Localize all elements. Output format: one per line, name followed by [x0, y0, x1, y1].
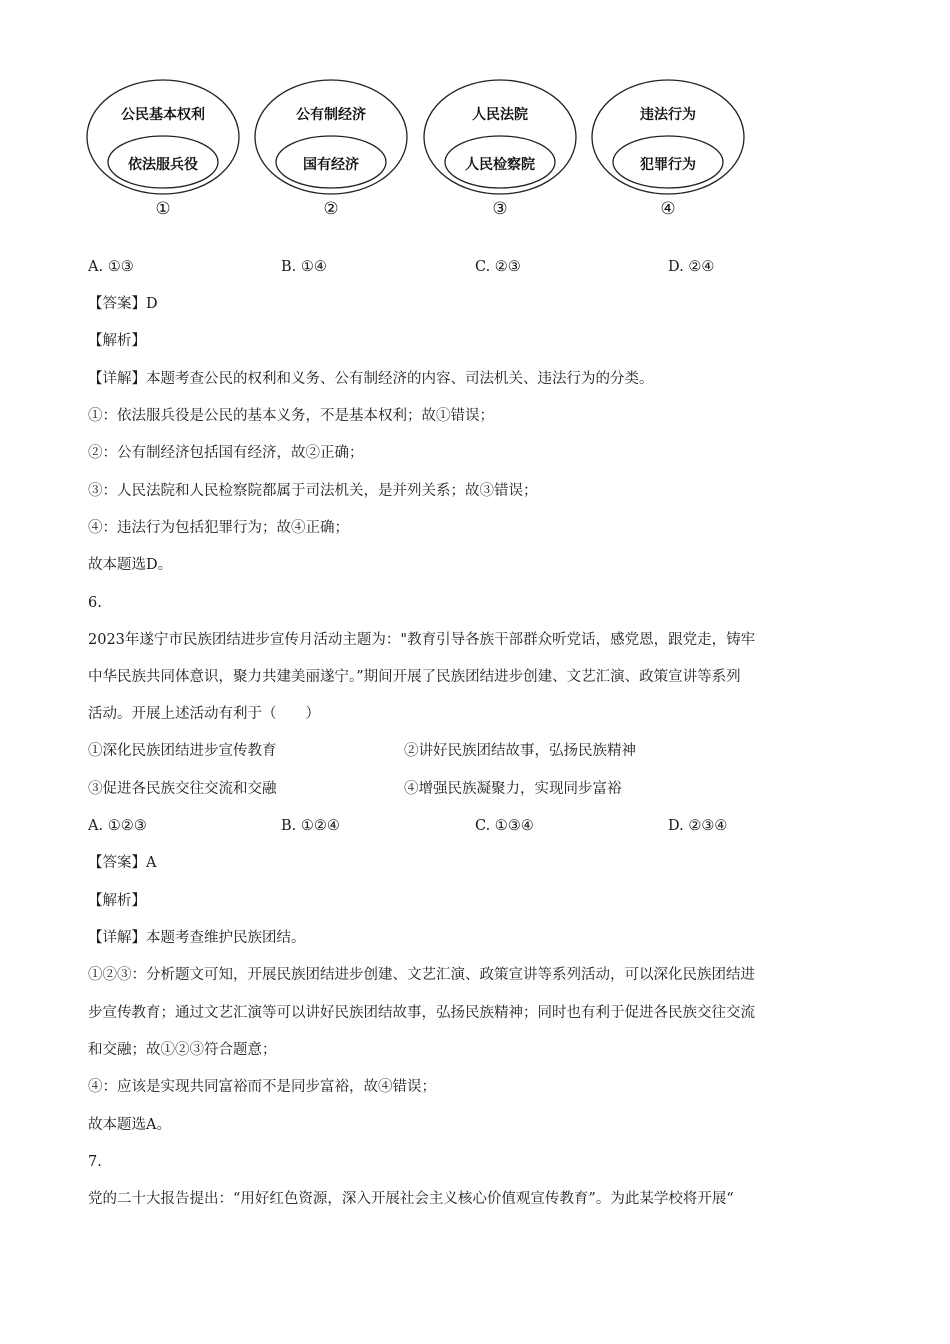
q6-option-d: D. ②③④	[668, 818, 728, 834]
q6-option-b: B. ①②④	[281, 818, 340, 834]
q6-analysis-heading: 【解析】	[88, 893, 146, 909]
q5-detail: 【详解】本题考查公民的权利和义务、公有制经济的内容、司法机关、违法行为的分类。	[88, 371, 654, 387]
q6-statement-2: ②讲好民族团结故事，弘扬民族精神	[404, 743, 636, 759]
outer-set-label: 人民法院	[472, 107, 528, 123]
q5-option-d: D. ②④	[668, 259, 715, 275]
q6-stem-line-2: 中华民族共同体意识，聚力共建美丽遂宁。”期间开展了民族团结进步创建、文艺汇演、政策宣讲等系列	[88, 669, 741, 685]
q5-answer: 【答案】D	[88, 296, 158, 312]
venn-diagram-3	[422, 78, 578, 228]
q5-option-a: A. ①③	[88, 259, 134, 275]
q6-answer: 【答案】A	[88, 855, 157, 871]
q5-analysis-heading: 【解析】	[88, 333, 146, 349]
q6-number: 6.	[88, 595, 102, 611]
q6-point-line-4: ④：应该是实现共同富裕而不是同步富裕，故④错误；	[88, 1079, 436, 1095]
inner-set-label: 犯罪行为	[640, 157, 696, 173]
inner-set-label: 国有经济	[303, 157, 359, 173]
q6-statement-4: ④增强民族凝聚力，实现同步富裕	[404, 781, 622, 797]
q7-stem: 党的二十大报告提出：“用好红色资源，深入开展社会主义核心价值观宣传教育”。为此某学校将开展“	[88, 1191, 734, 1207]
q5-option-b: B. ①④	[281, 259, 327, 275]
q6-stem-line-3: 活动。开展上述活动有利于（ ）	[88, 706, 320, 722]
outer-set-label: 公有制经济	[296, 107, 366, 123]
q5-point-3: ③：人民法院和人民检察院都属于司法机关，是并列关系；故③错误；	[88, 483, 538, 499]
q6-point-line-2: 步宣传教育；通过文艺汇演等可以讲好民族团结故事，弘扬民族精神；同时也有利于促进各民族交往交流	[88, 1005, 755, 1021]
outer-set-label: 公民基本权利	[121, 107, 205, 123]
q6-statement-1: ①深化民族团结进步宣传教育	[88, 743, 277, 759]
venn-diagram-1	[85, 78, 241, 228]
venn-diagram-4	[590, 78, 746, 228]
q7-number: 7.	[88, 1154, 102, 1170]
q5-option-c: C. ②③	[475, 259, 521, 275]
q5-conclusion: 故本题选D。	[88, 557, 173, 573]
diagram-number: ④	[660, 199, 676, 219]
q6-option-c: C. ①③④	[475, 818, 534, 834]
q6-point-line-1: ①②③：分析题文可知，开展民族团结进步创建、文艺汇演、政策宣讲等系列活动，可以深化民族团结进	[88, 967, 755, 983]
venn-diagram-2	[253, 78, 409, 228]
inner-set-label: 依法服兵役	[128, 157, 198, 173]
inner-set-label: 人民检察院	[465, 157, 535, 173]
diagram-number: ②	[323, 199, 339, 219]
q6-detail: 【详解】本题考查维护民族团结。	[88, 930, 306, 946]
q6-conclusion: 故本题选A。	[88, 1117, 171, 1133]
q5-point-1: ①：依法服兵役是公民的基本义务，不是基本权利；故①错误；	[88, 408, 494, 424]
venn-diagram-row	[85, 78, 765, 228]
q6-stem-line-1: 2023年遂宁市民族团结进步宣传月活动主题为："教育引导各族干部群众听党话，感党恩，跟党走，铸牢	[88, 632, 756, 648]
q6-option-a: A. ①②③	[88, 818, 147, 834]
q5-point-2: ②：公有制经济包括国有经济，故②正确；	[88, 445, 364, 461]
outer-set-label: 违法行为	[640, 107, 696, 123]
diagram-number: ①	[155, 199, 171, 219]
q5-point-4: ④：违法行为包括犯罪行为；故④正确；	[88, 520, 349, 536]
q6-point-line-3: 和交融；故①②③符合题意；	[88, 1042, 277, 1058]
q6-statement-3: ③促进各民族交往交流和交融	[88, 781, 277, 797]
diagram-number: ③	[492, 199, 508, 219]
